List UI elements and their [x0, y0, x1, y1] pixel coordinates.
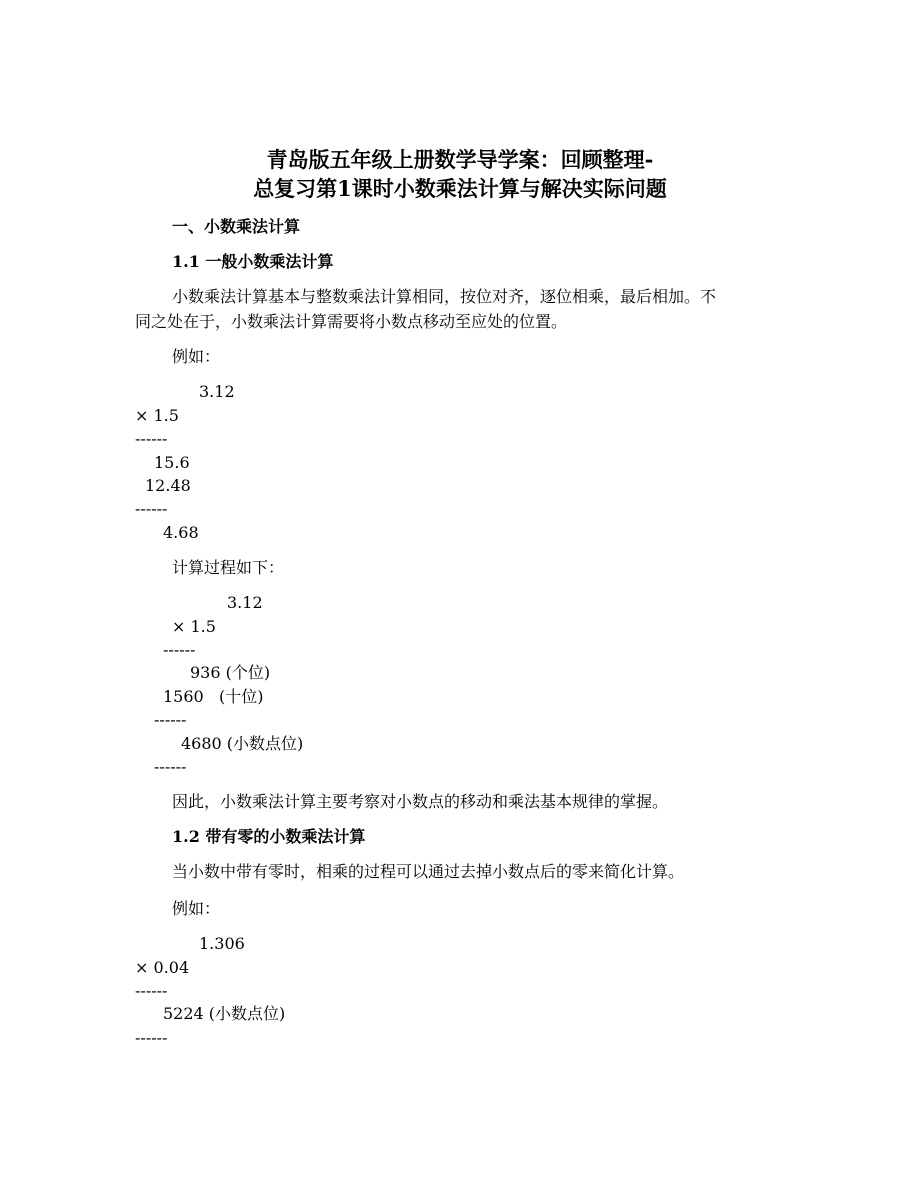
conclusion-text: 因此，小数乘法计算主要考察对小数点的移动和乘法基本规律的掌握。: [172, 792, 669, 811]
calc-line: 4.68: [163, 523, 199, 542]
example-label: 例如：: [172, 899, 221, 918]
section-heading: 一、小数乘法计算: [172, 217, 301, 236]
paragraph-line: 同之处在于，小数乘法计算需要将小数点移动至应处的位置。: [135, 312, 568, 331]
calc-line: 936 (个位): [190, 663, 271, 682]
calc-divider: ------: [135, 499, 168, 518]
subsection-heading-1-2: 1.2 带有零的小数乘法计算: [172, 827, 366, 846]
calc-divider: ------: [154, 710, 187, 729]
calc-divider: ------: [135, 429, 168, 448]
calc-line: 1.306: [199, 934, 245, 953]
example-label: 例如：: [172, 347, 221, 366]
paragraph-line: 小数乘法计算基本与整数乘法计算相同，按位对齐，逐位相乘，最后相加。不: [172, 287, 717, 306]
calc-divider: ------: [135, 981, 168, 1000]
calc-line: 1560 (十位): [163, 687, 264, 706]
process-label: 计算过程如下：: [172, 558, 285, 577]
document-title-line1: 青岛版五年级上册数学导学案：回顾整理-: [266, 147, 654, 172]
calc-line: 15.6: [154, 453, 190, 472]
paragraph-line: 当小数中带有零时，相乘的过程可以通过去掉小数点后的零来简化计算。: [172, 862, 685, 881]
calc-divider: ------: [163, 640, 196, 659]
calc-divider: ------: [154, 757, 187, 776]
calc-line: × 1.5: [172, 617, 216, 636]
subsection-heading-1-1: 1.1 一般小数乘法计算: [172, 252, 334, 271]
calc-divider: ------: [135, 1028, 168, 1047]
calc-line: × 1.5: [135, 406, 179, 425]
calc-line: 3.12: [227, 593, 263, 612]
calc-line: 5224 (小数点位): [163, 1004, 286, 1023]
calc-line: × 0.04: [135, 958, 190, 977]
calc-line: 12.48: [145, 476, 191, 495]
calc-line: 3.12: [199, 382, 235, 401]
calc-line: 4680 (小数点位): [181, 734, 304, 753]
document-title-line2: 总复习第1课时小数乘法计算与解决实际问题: [253, 176, 667, 201]
